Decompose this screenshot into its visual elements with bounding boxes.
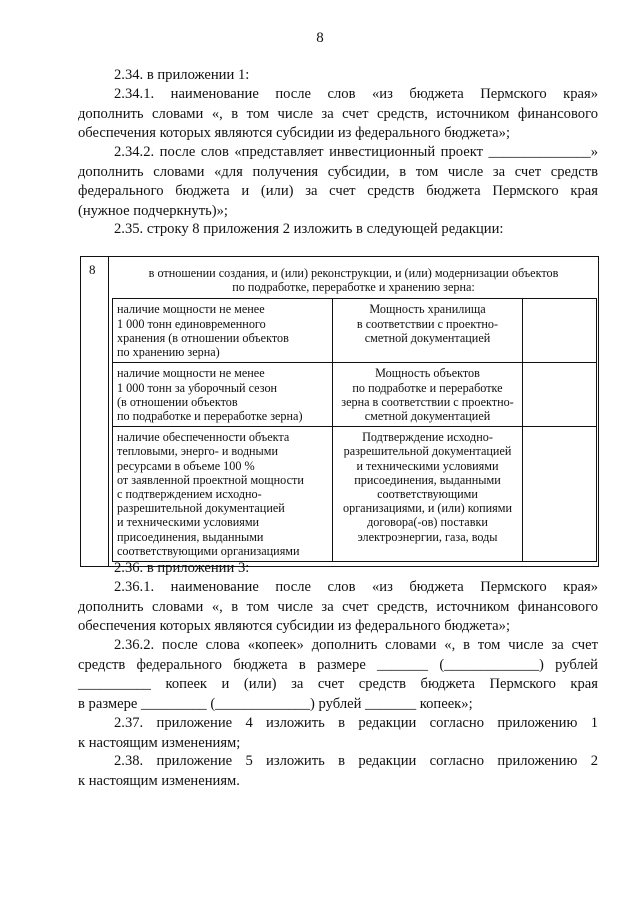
criterion-cell — [113, 299, 333, 363]
criterion-line: наличие мощности не менее — [117, 366, 265, 381]
page-number: 8 — [316, 30, 324, 46]
table-row — [113, 363, 597, 427]
empty-cell — [523, 427, 597, 562]
criterion-line: по хранению зерна) — [117, 345, 220, 360]
top-paragraph-2-line-2: дополнить словами «, в том числе за счет средств, источником финансового — [78, 105, 598, 122]
bottom-paragraph-4-line-2: к настоящим изменениям; — [78, 734, 241, 751]
criterion-line: от заявленной проектной мощности — [117, 472, 304, 487]
criterion-line: с подтверждением исходно- — [117, 487, 262, 502]
bottom-paragraph-2-line-1: 2.36.1. наименование после слов «из бюджета Пермского края» — [114, 579, 598, 595]
bottom-paragraph-3-line-2: средств федерального бюджета в размере _______ (_____________) рублей — [78, 656, 598, 673]
document-line: в соответствии с проектно- — [356, 316, 499, 331]
bottom-paragraph-3-line-4: в размере _________ (_____________) рублей _______ копеек»; — [78, 695, 473, 712]
document-cell — [333, 427, 523, 562]
document-cell — [333, 299, 523, 363]
top-paragraph-2-line-1: 2.34.1. наименование после слов «из бюджета Пермского края» — [114, 86, 598, 102]
criterion-line: 1 000 тонн за уборочный сезон — [117, 380, 278, 395]
document-line: сметной документацией — [364, 330, 491, 345]
criterion-line: наличие мощности не менее — [117, 302, 265, 317]
bottom-paragraph-3-line-3: __________ копеек и (или) за счет средств бюджета Пермского края — [78, 676, 598, 692]
criterion-line: наличие обеспеченности объекта — [117, 430, 290, 445]
document-line: и техническими условиями — [356, 458, 499, 473]
document-line: присоединения, выданными — [354, 472, 501, 487]
criterion-line: тепловыми, энерго- и водными — [117, 444, 278, 459]
bottom-paragraph-3-line-1: 2.36.2. после слова «копеек» дополнить словами «, в том числе за счет — [114, 637, 598, 653]
bottom-paragraph-5-line-1: 2.38. приложение 5 изложить в редакции согласно приложению 2 — [114, 753, 598, 769]
document-line: договора(-ов) поставки — [367, 515, 488, 530]
row-content-cell — [109, 257, 599, 567]
top-paragraph-3-line-3: федерального бюджета и (или) за счет средств бюджета Пермского края — [78, 183, 598, 199]
criterion-line: ресурсами в объеме 100 % — [117, 458, 255, 473]
criterion-line: разрешительной документацией — [117, 501, 285, 516]
criterion-line: (в отношении объектов — [117, 394, 238, 409]
document-line: сметной документацией — [364, 409, 491, 424]
table-row — [113, 299, 597, 363]
empty-cell — [523, 299, 597, 363]
top-paragraph-3-line-2: дополнить словами «для получения субсидии, в том числе за счет средств — [78, 163, 598, 180]
table-header-line: по подработке, переработке и хранению зерна: — [232, 280, 475, 295]
criterion-line: присоединения, выданными — [117, 529, 264, 544]
criterion-line: и техническими условиями — [117, 515, 260, 530]
document-line: электроэнергии, газа, воды — [357, 529, 498, 544]
top-paragraph-2-line-3: обеспечения которых являются субсидии из федерального бюджета»; — [78, 125, 511, 141]
bottom-paragraph-2-line-3: обеспечения которых являются субсидии из федерального бюджета»; — [78, 618, 511, 634]
row-number-cell: 8 — [81, 257, 109, 567]
bottom-paragraph-2-line-2: дополнить словами «, в том числе за счет средств, источником финансового — [78, 598, 598, 615]
top-paragraph-4-line-1: 2.35. строку 8 приложения 2 изложить в следующей редакции: — [114, 221, 504, 237]
criteria-inner-table — [112, 298, 597, 562]
empty-cell — [523, 363, 597, 427]
document-line: организациями, и (или) копиями — [343, 501, 512, 516]
criterion-line: по подработке и переработке зерна) — [117, 409, 303, 424]
bottom-paragraph-1-line-1: 2.36. в приложении 3: — [114, 560, 250, 576]
document-line: Мощность хранилища — [369, 302, 486, 317]
document-line: разрешительной документацией — [343, 444, 512, 459]
table-row — [113, 427, 597, 562]
subsidy-criteria-table — [80, 256, 599, 567]
table-row-header — [112, 260, 595, 298]
document-line: соответствующими — [377, 487, 478, 502]
document-line: зерна в соответствии с проектно- — [341, 394, 514, 409]
document-line: Мощность объектов — [375, 366, 480, 381]
criterion-cell — [113, 363, 333, 427]
top-paragraph-3-line-1: 2.34.2. после слов «представляет инвестиционный проект ______________» — [114, 144, 598, 160]
criterion-line: 1 000 тонн единовременного — [117, 316, 266, 331]
top-paragraph-1-line-1: 2.34. в приложении 1: — [114, 67, 250, 83]
criterion-cell — [113, 427, 333, 562]
criterion-line: соответствующими организациями — [117, 543, 300, 558]
bottom-paragraph-5-line-2: к настоящим изменениям. — [78, 772, 240, 789]
top-paragraph-3-line-4: (нужное подчеркнуть)»; — [78, 202, 228, 219]
criterion-line: хранения (в отношении объектов — [117, 330, 289, 345]
document-line: по подработке и переработке — [352, 380, 503, 395]
bottom-paragraph-4-line-1: 2.37. приложение 4 изложить в редакции согласно приложению 1 — [114, 715, 598, 731]
document-cell — [333, 363, 523, 427]
table-header-line: в отношении создания, и (или) реконструкции, и (или) модернизации объектов — [148, 266, 559, 280]
document-line: Подтверждение исходно- — [362, 430, 493, 445]
